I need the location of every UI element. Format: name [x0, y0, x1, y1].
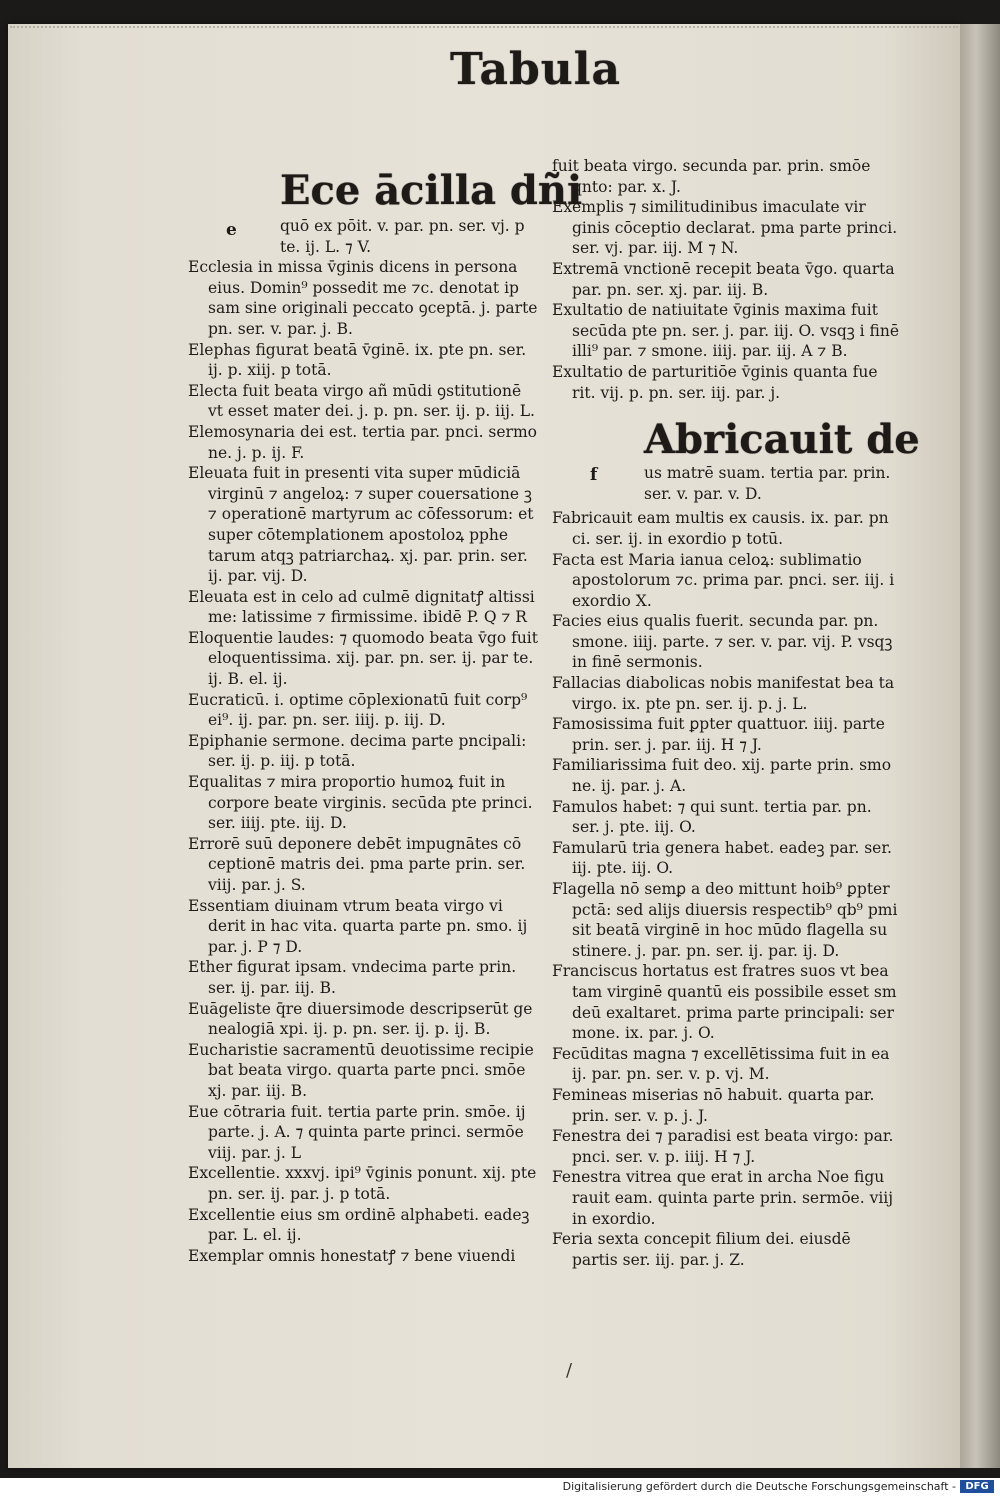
left-entries [188, 257, 538, 1266]
index-entry: Exemplis ⁊ similitudinibus imaculate vir ginis cōceptio declarat. pma parte princi. ser. vj. par. iij. M ⁊ N. [552, 198, 898, 258]
index-entry: Fecūditas magna ⁊ excellētissima fuit in ea ij. par. pn. ser. v. p. vj. M. [552, 1044, 890, 1084]
index-entry: Eucraticū. i. optime cōplexionatū fuit corp⁹ ei⁹. ij. par. pn. ser. iiij. p. iij. D. [188, 690, 528, 730]
index-entry: Familiarissima fuit deo. xij. parte prin. smo ne. ij. par. j. A. [552, 756, 892, 796]
index-entry: Electa fuit beata virgo añ mūdi ꝯstitutionē vt esset mater dei. j. p. pn. ser. ij. p. iij. L. [188, 381, 535, 421]
index-entry: Epiphanie sermone. decima parte pncipali: ser. ij. p. iij. p totā. [188, 731, 527, 771]
right-column [552, 156, 920, 1270]
index-entry: Fallacias diabolicas nobis manifestat bea ta virgo. ix. pte pn. ser. ij. p. j. L. [552, 674, 895, 713]
index-entry: Famularū tria genera habet. eadeꝫ par. ser. iij. pte. iij. O. [552, 838, 892, 878]
index-entry: Eucharistie sacramentū deuotissime recipie bat beata virgo. quarta parte pnci. smōe xj. par. iij. B. [188, 1040, 534, 1100]
index-entry: Fabricauit eam multis ex causis. ix. par. pn ci. ser. ij. in exordio p totū. [552, 509, 889, 548]
right-heading-sub: us matrē suam. tertia par. prin. ser. v. par. v. D. [644, 464, 891, 503]
index-entry: Fenestra vitrea que erat in archa Noe figu rauit eam. quinta parte prin. sermōe. viij in exordio. [552, 1168, 894, 1228]
index-entry: Elemosynaria dei est. tertia par. pnci. sermo ne. j. p. ij. F. [188, 422, 537, 462]
index-entry: Feria sexta concepit filium dei. eiusdē partis ser. iij. par. j. Z. [552, 1230, 851, 1269]
index-entry: Excellentie. xxxvj. ipi⁹ v̄ginis ponunt. xij. pte pn. ser. ij. par. j. p totā. [188, 1164, 537, 1203]
index-entry: Franciscus hortatus est fratres suos vt bea tam virginē quantū eis possibile esset sm deū exaltaret. prima parte principali: ser mone. ix. par. j. O. [552, 962, 897, 1043]
index-entry: Euāgeliste q̄re diuersimode descripserūt ge nealogiā xpi. ij. p. pn. ser. ij. p. ij. B. [188, 999, 533, 1039]
index-entry: Facies eius qualis fuerit. secunda par. pn. smone. iiij. parte. ⁊ ser. v. par. vij. P. vsqꝫ in finē sermonis. [552, 612, 893, 672]
index-entry: Exultatio de parturitiōe v̄ginis quanta fue rit. vij. p. pn. ser. iij. par. j. [552, 362, 878, 402]
index-entry: Excellentie eius sm ordinē alphabeti. eadeꝫ par. L. el. ij. [188, 1205, 530, 1245]
index-entry: Elephas figurat beatā v̄ginē. ix. pte pn. ser. ij. p. xiij. p totā. [188, 340, 527, 380]
index-entry: Eloquentie laudes: ⁊ quomodo beata v̄go fuit eloquentissima. xij. par. pn. ser. ij. par te. ij. B. el. ij. [188, 628, 538, 689]
left-heading-marker: e [226, 220, 237, 240]
index-entry: Equalitas ⁊ mira proportio humoꝝ fuit in corpore beate virginis. secūda pte princi. ser. iiij. pte. iij. D. [188, 773, 533, 833]
index-entry: Eue cōtraria fuit. tertia parte prin. smōe. ij parte. j. A. ⁊ quinta parte princi. sermōe viij. par. j. L [188, 1102, 526, 1162]
index-entry: Exultatio de natiuitate v̄ginis maxima fuit secūda pte pn. ser. j. par. iij. O. vsqꝫ i finē illi⁹ par. ⁊ smone. iiij. par. iij. A ⁊ B. [552, 301, 900, 361]
right-heading-block [552, 416, 920, 504]
index-entry: Extremā vnctionē recepit beata v̄go. quarta par. pn. ser. xj. par. iij. B. [552, 259, 895, 299]
dfg-logo: DFG [960, 1480, 994, 1493]
right-entries [552, 508, 900, 1270]
index-entry: Famulos habet: ⁊ qui sunt. tertia par. pn. ser. j. pte. iij. O. [552, 797, 872, 837]
index-entry: Facta est Maria ianua celoꝝ: sublimatio apostolorum ⁊c. prima par. pnci. ser. iij. i exordio X. [552, 550, 895, 610]
right-heading: Abricauit de [644, 416, 920, 464]
index-entry: Flagella nō semꝑ a deo mittunt hoib⁹ ꝑpter pctā: sed alijs diuersis respectib⁹ qb⁹ pmi sit beatā virginē in hoc mūdo flagella su stinere. j. par. pn. ser. ij. par. ij. D. [552, 880, 898, 960]
index-entry: Ether figurat ipsam. vndecima parte prin. ser. ij. par. iij. B. [188, 958, 517, 997]
index-entry: Eleuata fuit in presenti vita super mūdiciā virginū ⁊ angeloꝝ: ⁊ super couersatione ꝫ ⁊ operationē martyrum ac cōfessorum: et super cōtemplationem apostoloꝝ pphe tarum atqꝫ patriarchaꝝ. xj. par. prin. ser. ij. par. vij. D. [188, 464, 534, 586]
page-title: Tabula [450, 44, 622, 95]
index-entry: Eleuata est in celo ad culmē dignitatꝭ altissi me: latissime ⁊ firmissime. ibidē P. Q ⁊ R [188, 587, 535, 627]
index-entry: Errorē suū deponere debēt impugnātes cō ceptionē matris dei. pma parte prin. ser. viij. par. j. S. [188, 834, 526, 894]
left-heading-block [188, 167, 583, 257]
index-entry: fuit beata virgo. secunda par. prin. smōe qnto: par. x. J. [552, 157, 871, 196]
left-heading: Ece ācilla dñi [280, 167, 583, 214]
index-entry: Femineas miserias nō habuit. quarta par. prin. ser. v. p. j. J. [552, 1085, 875, 1125]
index-entry: Famosissima fuit ꝑpter quattuor. iiij. parte prin. ser. j. par. iij. H ⁊ J. [552, 715, 885, 754]
right-top-entries [552, 156, 900, 403]
left-heading-sub: quō ex pōit. v. par. pn. ser. vj. p te. ij. L. ⁊ V. [280, 217, 525, 256]
footer-credit: Digitalisierung gefördert durch die Deutsche Forschungsgemeinschaft - [562, 1480, 956, 1493]
index-entry: Essentiam diuinam vtrum beata virgo vi derit in hac vita. quarta parte pn. smo. ij par. j. P ⁊ D. [188, 896, 528, 956]
index-entry: Ecclesia in missa v̄ginis dicens in persona eius. Domin⁹ possedit me ⁊c. denotat ip sam sine originali peccato ꝯceptā. j. parte pn. ser. v. par. j. B. [188, 258, 538, 338]
index-entry: Fenestra dei ⁊ paradisi est beata virgo: par. pnci. ser. v. p. iiij. H ⁊ J. [552, 1127, 894, 1166]
left-column [188, 167, 583, 1266]
stray-mark: / [566, 1360, 573, 1381]
page-edge [960, 24, 1000, 1468]
index-entry: Exemplar omnis honestatꝭ ⁊ bene viuendi [188, 1246, 516, 1265]
right-heading-marker: f [590, 465, 598, 486]
